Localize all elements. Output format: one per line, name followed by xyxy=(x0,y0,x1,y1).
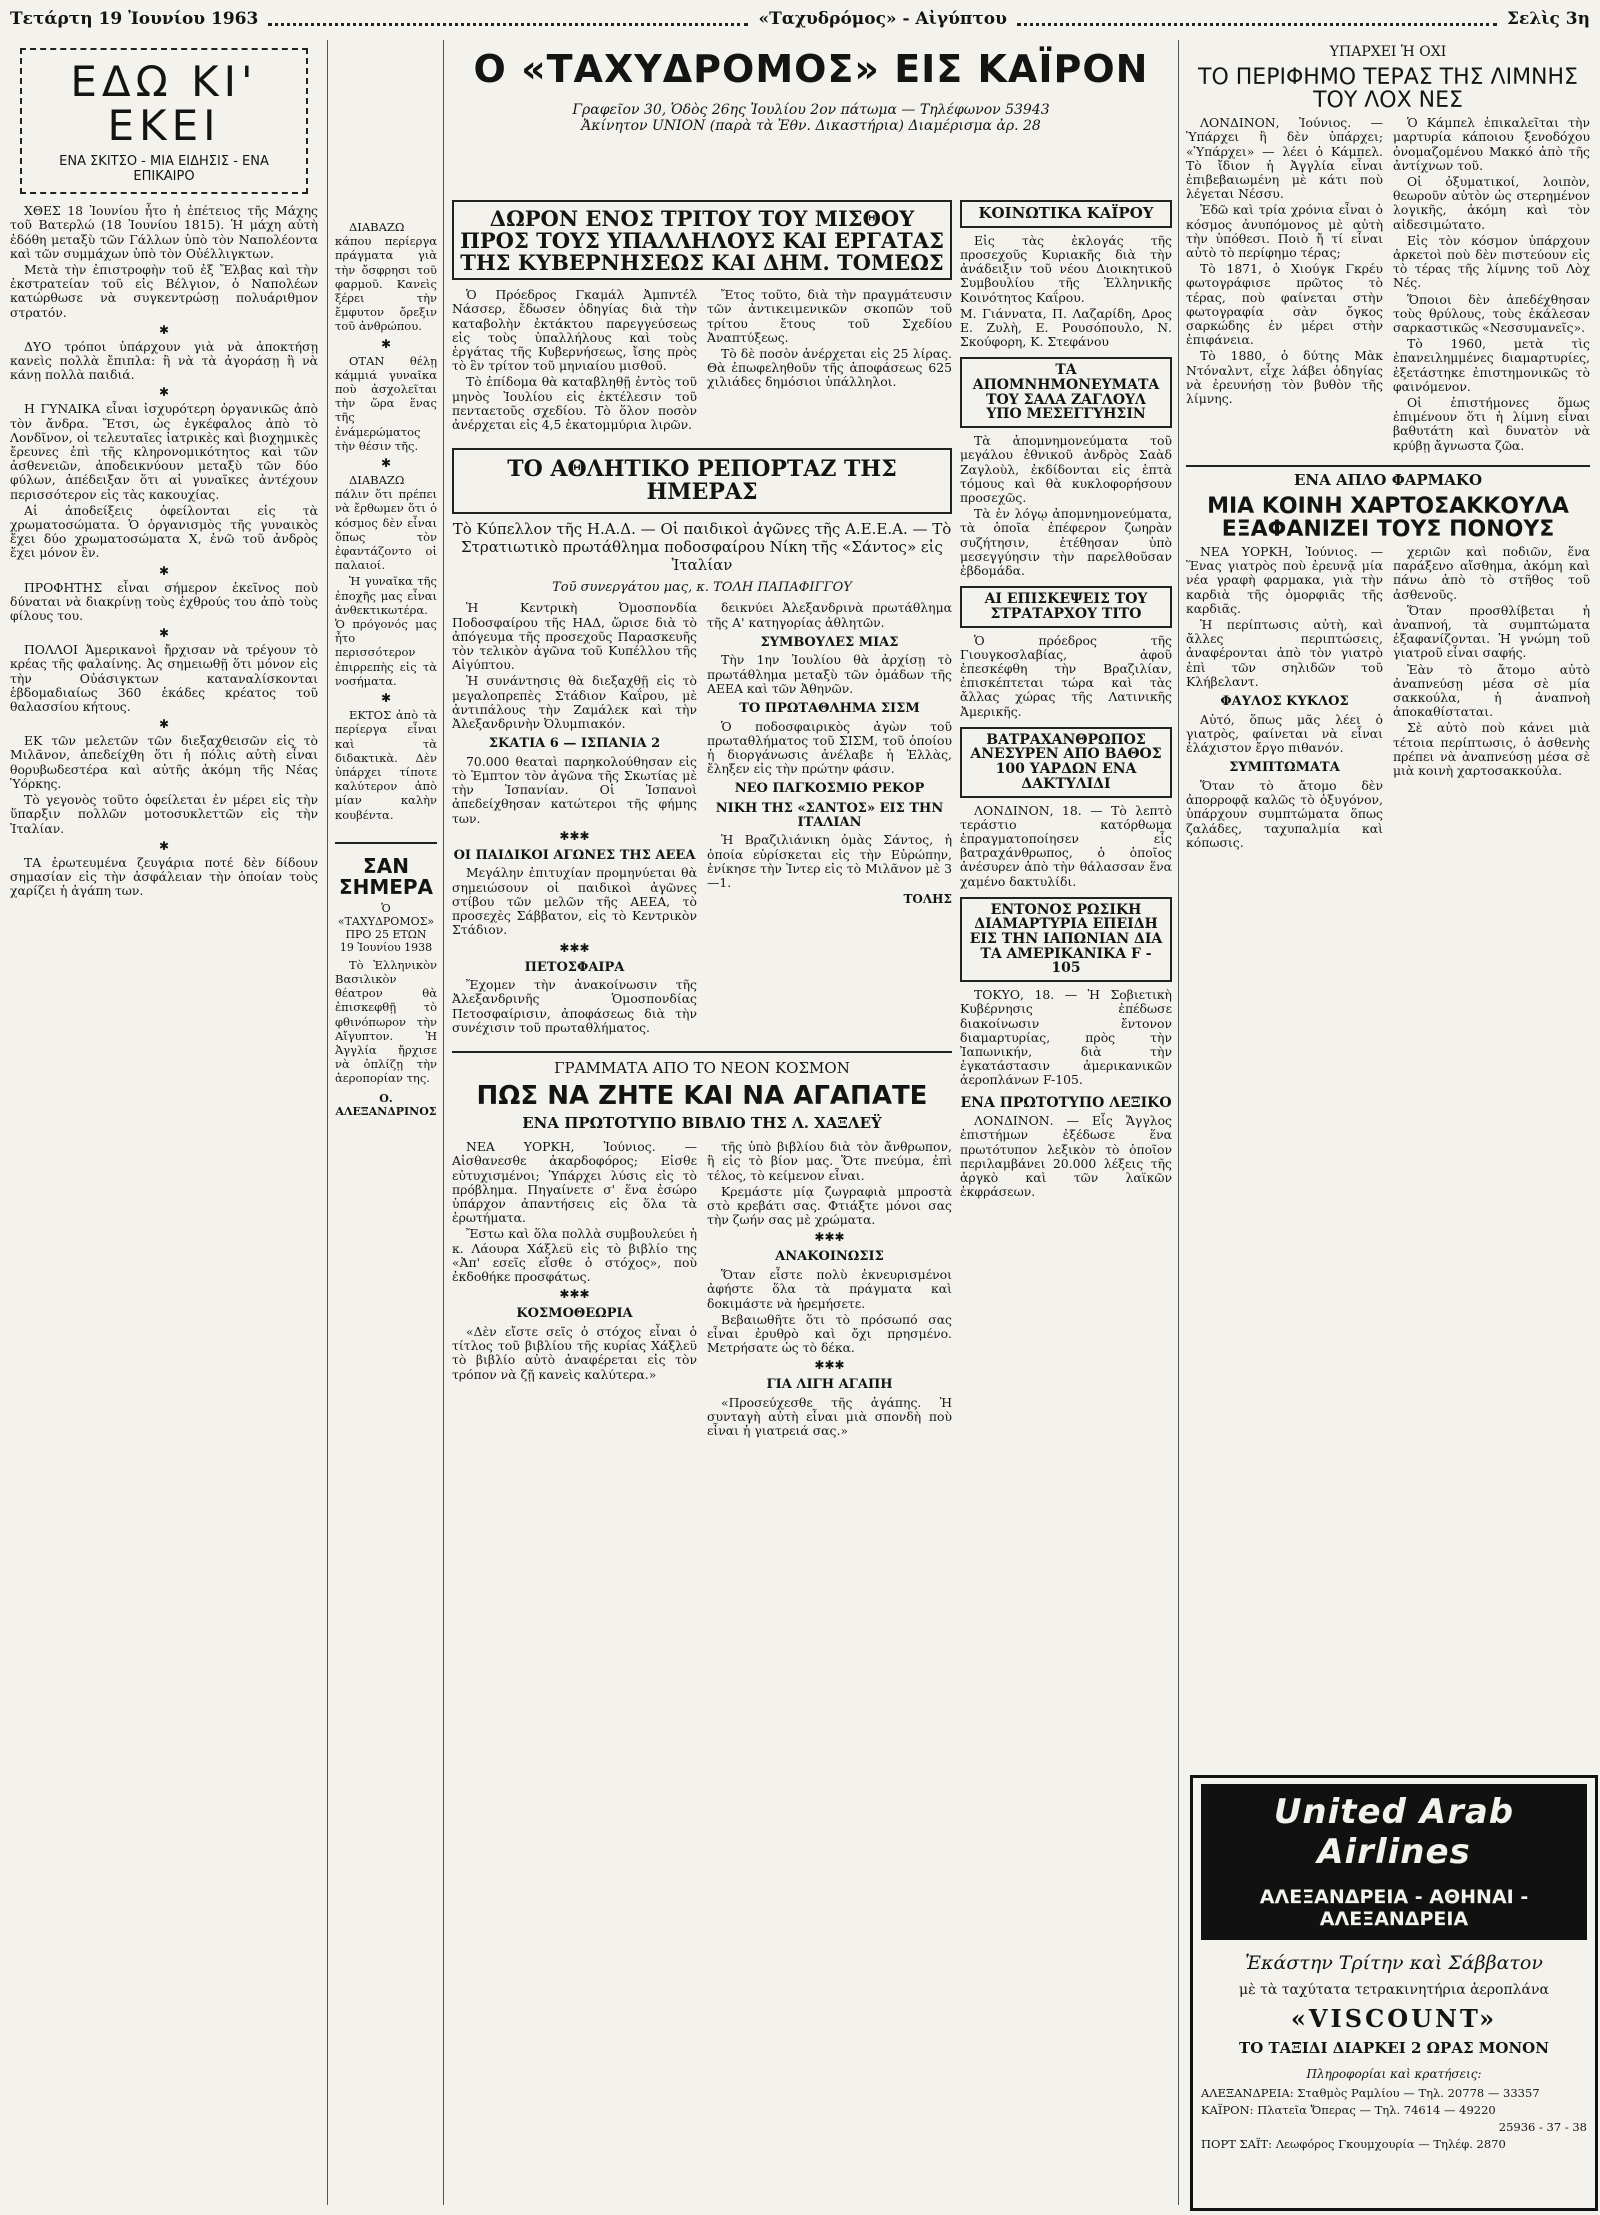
separator-star: ✱ xyxy=(158,717,170,732)
article-paragraph: Τὸ δὲ ποσὸν ἀνέρχεται εἰς 25 λίρας. Θὰ ἐπωφεληθοῦν τῆς ἀποφάσεως 625 χιλιάδες δημόσιοι ὑπάλληλοι. xyxy=(707,345,952,390)
sport-subheadline: Τὸ Κύπελλον τῆς Η.Α.Δ. — Οἱ παιδικοὶ ἀγῶνες τῆς Α.Ε.Ε.Α. — Τὸ Στρατιωτικὸ πρωτάθλημα ποδοσφαίρου Νίκη τῆς «Σάντος» εἰς Ἰταλίαν xyxy=(452,520,952,575)
article-paragraph: Αἱ ἀποδείξεις ὁφείλονται εἰς τὰ χρωματοσώματα. Ὁ ὀργανισμὸς τῆς γυναικὸς ἔχει δύο χρωματοσώματα Χ, ἐνῶ τοῦ ἀνδρὸς ἔχει μόνον ἓν. xyxy=(10,502,318,561)
sport-subhead: ΠΕΤΟΣΦΑΙΡΑ xyxy=(524,959,625,975)
sport-subhead: ΝΕΟ ΠΑΓΚΟΣΜΙΟ ΡΕΚΟΡ xyxy=(734,781,925,797)
remedy-kicker: ΕΝΑ ΑΠΛΟ ΦΑΡΜΑΚΟ xyxy=(1293,470,1483,489)
memoirs-headline-box xyxy=(960,357,1172,428)
airline-duration: ΤΟ ΤΑΞΙΔΙ ΔΙΑΡΚΕΙ 2 ΩΡΑΣ ΜΟΝΟΝ xyxy=(1239,2039,1549,2057)
sport-headline-box xyxy=(452,448,952,514)
column-rule xyxy=(1178,40,1179,2205)
column-5 xyxy=(960,200,1172,2205)
article-paragraph: ΤΑ ἐρωτευμένα ζευγάρια ποτέ δὲν δίδουν σημασίαν εἰς τὴν ἀσφάλειαν τὴν ὁποίαν τοὺς χαρίζει ἡ ἀγάπη των. xyxy=(10,854,318,899)
masthead-paper: «Ταχυδρόμος» - Αἰγύπτου xyxy=(758,9,1007,29)
signature: Ο. ΑΛΕΞΑΝΔΡΙΝΟΣ xyxy=(335,1091,437,1118)
article-paragraph: Ἔστω καὶ ὅλα πολλὰ συμβουλεύει ἡ κ. Λάουρα Χάξλεϋ εἰς τὸ βιβλίο της «Ἀπ' εσεῖς εἴσθε ὁ στόχος», ποὺ ἐκδοθήκε προσφάτως. xyxy=(452,1226,697,1285)
article-paragraph: Τὸ γεγονὸς τοῦτο ὁφείλεται ἐν μέρει εἰς τὴν ὕπαρξιν πολλῶν μοτοσυκλεττῶν εἰς τὴν Ἰταλίαν. xyxy=(10,792,318,836)
separator-star: ✱ xyxy=(380,336,392,351)
article-paragraph: Ἔχομεν τὴν ἀνακοίνωσιν τῆς Ἀλεξανδρινῆς Ὁμοσπονδίας Πετοσφαίρισιν, ἀποφάσεως διὰ τὴν συνέχισιν τοῦ πρωταθλήματος. xyxy=(452,977,697,1035)
article-paragraph: Εἰς τὸν κόσμον ὑπάρχουν ἀρκετοὶ ποὺ δὲν πιστεύουν εἰς τὸ τέρας τῆς λίμνης τοῦ Λὸχ Νές. xyxy=(1393,232,1590,291)
separator-stars: ✱✱✱ xyxy=(814,1230,845,1245)
sport-article xyxy=(452,601,952,1037)
letters-subhead: ΚΟΣΜΟΘΕΩΡΙΑ xyxy=(516,1306,633,1322)
loch-ness-column-right xyxy=(1393,116,1590,455)
letters-subhead: ΑΝΑΚΟΙΝΩΣΙΣ xyxy=(775,1249,884,1265)
article-paragraph: Ὅποιοι δὲν ἀπεδέχθησαν τοὺς θρύλους, τοὺς ἐκάλεσαν σαρκαστικῶς «Νεσσυμανεῖς». xyxy=(1393,291,1590,336)
separator-stars: ✱✱✱ xyxy=(814,1358,845,1373)
loch-ness-kicker: ΥΠΑΡΧΕΙ Ἡ ΟΧΙ xyxy=(1329,44,1447,60)
article-paragraph: Τὸ 1871, ὁ Χιούγκ Γκρέυ φωτογράφισε πρῶτος τὸ τέρας, ποὺ φαίνεται στὴν φωτογραφία σὰν ὄγκος σαρκώδης ἐν μέρει στὴν ἐπιφάνεια. xyxy=(1186,261,1383,348)
article-paragraph: Η ΓΥΝΑΙΚΑ εἶναι ἰσχυρότερη ὀργανικῶς ἀπὸ τὸν ἄνδρα. Ἔτσι, ὡς ἐγκέφαλος ἀπὸ τὸ Λονδῖνον, οἱ τελευταῖες ἰατρικὲς καὶ βιοχημικὲς ἔρευνες ἐπὶ τῆς κληρονομικότητος καὶ τῶν ἀσθενειῶν, ἀποδεικνύουν μεταξὺ τῶν δύο φύλων, ἀπέδειξαν ὅτι αἱ γυναῖκες ἀντέχουν περισσότερον εἰς τὰς κακουχίας. xyxy=(10,401,318,502)
separator-star: ✱ xyxy=(380,456,392,471)
article-paragraph: Τὸ Ἑλληνικὸν Βασιλικὸν θέατρον θὰ ἐπισκεφθῇ τὸ φθινόπωρον τὴν Αἴγυπτον. Ἡ Ἀγγλία ἤρχισε νὰ ὁπλίζῃ τὴν ἀεροπορίαν της. xyxy=(335,957,437,1086)
letters-subtitle: ΕΝΑ ΠΡΩΤΟΤΥΠΟ ΒΙΒΛΙΟ ΤΗΣ Λ. ΧΑΞΛΕΫ xyxy=(522,1114,882,1133)
airline-route: ΑΛΕΞΑΝΔΡΕΙΑ - ΑΘΗΝΑΙ - ΑΛΕΞΑΝΔΡΕΙΑ xyxy=(1201,1880,1587,1940)
article-paragraph: ΤΟΚΥΟ, 18. — Ἡ Σοβιετικὴ Κυβέρνησις ἐπέδωσε διακοίνωσιν ἔντονον διαμαρτυρίας, πρὸς τὴν Ἰαπωνικήν, διὰ τὴν ἐγκατάστασιν ἀμερικανικῶν ἀεροπλάνων F-105. xyxy=(960,987,1172,1088)
tito-headline-box xyxy=(960,586,1172,627)
article-paragraph: Τὰ ἐν λόγῳ ἀπομνημονεύματα, τὰ ὁποῖα ἐπέφερον ζωηρὰν συζήτησιν, ἐτέθησαν ὑπὸ μεσεγγύησιν τὴν παρελθοῦσαν ἑβδομάδα. xyxy=(960,506,1172,578)
airline-advertisement xyxy=(1190,1775,1598,2211)
article-paragraph: ΛΟΝΔΙΝΟΝ. — Εἷς Ἄγγλος ἐπιστήμων ἐξέδωσε ἕνα πρωτότυπον λεξικὸν τὸ ὁποῖον περιλαμβάνει 20.000 λέξεις τῆς ἀργκὸ καὶ τῶν λαϊκῶν ἐκφράσεων. xyxy=(960,1113,1172,1200)
community-headline-box xyxy=(960,200,1172,228)
remedy-body xyxy=(1186,545,1590,852)
separator-stars: ✱✱✱ xyxy=(559,940,590,955)
article-paragraph: Ὁ ποδοσφαιρικὸς ἀγὼν τοῦ πρωταθλήματος τοῦ ΣΙΣΜ, τοῦ ὁποίου ἡ διοργάνωσις ἀνέλαβε ἡ Ἑλλὰς, ἔληξεν εἰς τὴν πρώτην φάσιν. xyxy=(707,718,952,777)
masthead xyxy=(10,6,1590,32)
separator-star: ✱ xyxy=(380,691,392,706)
column-1 xyxy=(10,40,318,2205)
article-paragraph: Σὲ αὐτὸ ποὺ κάνει μιὰ τέτοια περίπτωσις, ὁ ἀσθενὴς πρέπει νὰ ἀναπνεύσῃ μέσα σὲ μιὰ κοινὴ χαρτοσακκούλα. xyxy=(1393,720,1590,779)
section-title: ΕΔΩ ΚΙ' ΕΚΕΙ xyxy=(70,57,258,151)
remedy-subhead: ΦΑΥΛΟΣ ΚΥΚΛΟΣ xyxy=(1220,694,1349,710)
masthead-date: Τετάρτη 19 Ἰουνίου 1963 xyxy=(10,9,259,29)
article-paragraph: ΧΘΕΣ 18 Ἰουνίου ἦτο ἡ ἐπέτειος τῆς Μάχης τοῦ Βατερλώ (18 Ἰουνίου 1815). Ἡ μάχη αὐτὴ ἐδόθη μεταξὺ τῶν Γάλλων ὑπὸ τὸν Ναπολέοντα καὶ τῶν συμμάχων ὑπὸ τὸν Οὐέλλιγκτων. xyxy=(10,203,318,261)
sport-headline: ΤΟ ΑΘΛΗΤΙΚΟ ΡΕΠΟΡΤΑΖ ΤΗΣ ΗΜΕΡΑΣ xyxy=(507,456,897,506)
article-paragraph: Τὸ 1880, ὁ δύτης Μὰκ Ντόναλντ, εἶχε λάβει ὁδηγίας νὰ ἐρευνήσῃ τὸν βυθὸν τῆς λίμνης. xyxy=(1186,348,1383,407)
remedy-headline: ΜΙΑ ΚΟΙΝΗ ΧΑΡΤΟΣΑΚΚΟΥΛΑ ΕΞΑΦΑΝΙΖΕΙ ΤΟΥΣ ΠΟΝΟΥΣ xyxy=(1207,493,1569,542)
gift-article xyxy=(452,288,952,434)
separator-stars: ✱✱✱ xyxy=(559,828,590,843)
anniversary-box xyxy=(335,842,437,1118)
article-paragraph: Ἡ Κεντρικὴ Ὀμοσπονδία Ποδοσφαίρου τῆς ΗΑΔ, ὥρισε διὰ τὸ ἀπόγευμα τῆς προσεχοῦς Παρασκευῆς τὸν τελικὸν ἀγῶνα τοῦ Κυπέλλου τῆς Αἰγύπτου. xyxy=(452,600,697,673)
separator-star: ✱ xyxy=(158,838,170,853)
memoirs-headline: ΤΑ ΑΠΟΜΝΗΜΟΝΕΥΜΑΤΑ ΤΟΥ ΣΑΛΑ ΖΑΓΛΟΥΛ ΥΠΟ ΜΕΣΕΓΓΥΗΣΙΝ xyxy=(972,362,1160,423)
airline-office: ΚΑΪΡΟΝ: Πλατεῖα Ὄπερας — Τηλ. 74614 — 49220 xyxy=(1201,2103,1496,2117)
airline-office: ΠΟΡΤ ΣΑΪΤ: Λεωφόρος Γκουμχουρία — Τηλέφ. 2870 xyxy=(1201,2137,1506,2151)
loch-ness-column-left xyxy=(1186,116,1383,455)
article-paragraph: ΔΙΑΒΑΖΩ κάπου περίεργα πράγματα γιὰ τὴν ὄσφρησι τοῦ φαρμοῦ. Κανεὶς ξέρει τὴν ἔμφυτον ὄρεξιν τοῦ ἀνθρώπου. xyxy=(335,220,437,334)
column-rule xyxy=(443,40,444,2205)
article-paragraph: τῆς ὑπὸ βιβλίου διὰ τὸν ἄνθρωπον, ἢ εἰς τὸ βίον μας. Ὅτε πνεύμα, ἐπὶ τέλος, τὸ κείμενον εἶναι. xyxy=(707,1139,952,1183)
airline-aircraft: «VISCOUNT» xyxy=(1290,2004,1498,2033)
article-paragraph: Αὐτό, ὅπως μᾶς λέει ὁ γιατρὸς, φαίνεται νὰ εἶναι ἐλάχιστον ἔργο πιθανόν. xyxy=(1186,711,1383,756)
article-paragraph: ΝΕΑ ΥΟΡΚΗ, Ἰούνιος. — Αἰσθανεσθε ἀκαρδοφόρος; Εἰσθε εὐτυχισμένοι; Ὑπάρχει λύσις εἰς τὸ πρόβλημα. Πηγαίνετε σ' ἕνα ἐσώρο ὑπάρχον ἀπαντήσεις εἰς ὅλα τὰ ἐρωτήματα. xyxy=(452,1139,697,1226)
column-3 xyxy=(452,200,952,2205)
airline-info: Πληροφορίαι καὶ κρατήσεις: xyxy=(1306,2067,1482,2081)
section-subtitle: ΕΝΑ ΣΚΙΤΣΟ - ΜΙΑ ΕΙΔΗΣΙΣ - ΕΝΑ ΕΠΙΚΑΙΡΟ xyxy=(59,154,269,185)
loch-ness-headline: ΤΟ ΠΕΡΙΦΗΜΟ ΤΕΡΑΣ ΤΗΣ ΛΙΜΝΗΣ ΤΟΥ ΛΟΧ ΝΕΣ xyxy=(1198,65,1578,114)
airline-line1: μὲ τὰ ταχύτατα τετρακινητήρια ἀεροπλάνα xyxy=(1239,1982,1549,1998)
letters-column-left xyxy=(452,1140,697,1440)
letters-article xyxy=(452,1051,952,1441)
column-rule xyxy=(327,40,328,2205)
separator-star: ✱ xyxy=(158,626,170,641)
article-paragraph: «Προσεύχεσθε τῆς ἀγάπης. Ἡ συνταγὴ αὐτὴ εἶναι μιὰ σπονδὴ ποὺ εἶναι ἡ γιατρειά σας.» xyxy=(707,1394,952,1439)
separator-star: ✱ xyxy=(158,385,170,400)
dictionary-headline: ΕΝΑ ΠΡΩΤΟΤΥΠΟ ΛΕΞΙΚΟ xyxy=(960,1094,1172,1111)
article-paragraph: Ἔτος τοῦτο, διὰ τὴν πραγμάτευσιν τῶν ἀντικειμενικῶν σκοπῶν τοῦ τρίτου ἔτους τοῦ Σχεδίου Ἀναπτύξεως. xyxy=(707,287,952,345)
section-box xyxy=(20,48,308,194)
cairo-office: Γραφεῖον 30, Ὁδὸς 26ης Ἰουλίου 2ον πάτωμα — Τηλέφωνον 53943 xyxy=(572,101,1050,118)
article-paragraph: 70.000 θεαταὶ παρηκολούθησαν εἰς τὸ Ἑμπτον τὸν ἀγῶνα τῆς Σκωτίας μὲ τὴν Ἱσπανίαν. Οἱ Ἱσπανοὶ ἀπεδείχθησαν κατώτεροι τῆς φήμης των. xyxy=(452,753,697,826)
remedy-subhead: ΣΥΜΠΤΩΜΑΤΑ xyxy=(1229,760,1340,776)
article-paragraph: ΠΡΟΦΗΤΗΣ εἶναι σήμερον ἐκεῖνος ποὺ δύναται νὰ διακρίνῃ τοὺς ἐχθρούς του ἀπὸ τοὺς φίλους του. xyxy=(10,579,318,624)
diver-headline-box xyxy=(960,727,1172,798)
anniversary-line: Ὁ «ΤΑΧΥΔΡΟΜΟΣ» ΠΡΟ 25 ΕΤΩΝ xyxy=(337,901,435,941)
article-paragraph: Ὅταν τὸ ἄτομο δὲν ἀπορροφᾷ καλῶς τὸ ὀξυγόνον, ὑπάρχουν συμπτώματα ὅπως ζαλάδες, ταχυπαλμία καὶ κόπωσις. xyxy=(1186,777,1383,850)
sport-subhead: ΣΥΜΒΟΥΛΕΣ ΜΙΑΣ xyxy=(760,634,899,650)
separator-star: ✱ xyxy=(158,322,170,337)
article-paragraph: Μετὰ τὴν ἐπιστροφὴν τοῦ ἐξ Ἔλβας καὶ τὴν ἐκστρατείαν τοῦ εἰς Βέλγιον, ὁ Ναπολέων κατώρθωσε νὰ συγκεντρώσῃ πολυάριθμον στρατόν. xyxy=(10,262,318,320)
loch-ness-article xyxy=(1186,116,1590,455)
article-paragraph: χεριῶν καὶ ποδιῶν, ἕνα παράξενο αἴσθημα, ἀκόμη καὶ πάνω ἀπὸ τὸ στῆθος τοῦ ἀσθενοῦς. xyxy=(1393,544,1590,602)
article-paragraph: Βεβαιωθῆτε ὅτι τὸ πρόσωπό σας εἶναι ἐρυθρὸ καὶ ὄχι πρησμένο. Μετρήσατε ὡς τὸ δέκα. xyxy=(707,1311,952,1356)
masthead-dots-left xyxy=(268,13,748,26)
sport-column-right xyxy=(707,601,952,1037)
signature: ΤΟΛΗΣ xyxy=(903,892,952,907)
article-paragraph: Τὸ ἐπίδομα θὰ καταβληθῇ ἐντὸς τοῦ μηνὸς Ἰουλίου εἰς ἐκτέλεσιν τοῦ πενταετοῦς σχεδίου. Τὸ ὅλον ποσὸν ἀνέρχεται εἰς 4,5 ἑκατομμύρια λιρῶν. xyxy=(452,374,697,432)
article-paragraph: Μεγάλην ἐπιτυχίαν προμηνύεται θὰ σημειώσουν οἱ παιδικοὶ ἀγῶνες στίβου τῶν μελῶν τῆς ΑΕΕΑ, τὸ προσεχὲς Σάββατον, εἰς τὸ Κεντρικὸν Στάδιον. xyxy=(452,865,697,938)
article-paragraph: ΛΟΝΔΙΝΟΝ, 18. — Τὸ λεπτὸ τεράστιο κατόρθωμα ἐπραγματοποίησεν εἷς βατραχάνθρωπος, ὁ ὁποῖος ἀνέσυρεν ἀπὸ τὴν θάλασσαν ἕνα χαμένο δακτυλίδι. xyxy=(960,802,1172,889)
remedy-column-right xyxy=(1393,545,1590,852)
article-paragraph: Τὸ 1960, μετὰ τὶς ἐπανειλημμένες διαμαρτυρίες, ἐξετάστηκε ἐπιστημονικῶς τὸ φαινόμενον. xyxy=(1393,336,1590,394)
article-paragraph: ΔΥΟ τρόποι ὑπάρχουν γιὰ νὰ ἀποκτήσῃ κανεὶς πολλὰ ἔπιπλα: ἢ νὰ τὰ ἀγοράσῃ ἢ νὰ κάνῃ πολλὰ παιδιά. xyxy=(10,338,318,383)
airline-days: Ἑκάστην Τρίτην καὶ Σάββατον xyxy=(1245,1952,1543,1974)
article-paragraph: Τὰ ἀπομνημονεύματα τοῦ μεγάλου ἐθνικοῦ ἀνδρὸς Σαὰδ Ζαγλοὺλ, ἐκδίδονται εἰς ἑπτὰ τόμους καὶ θὰ κυκλοφορήσουν προσεχῶς. xyxy=(960,433,1172,505)
article-paragraph: Ἡ Βραζιλιάνικη ὁμὰς Σάντος, ἡ ὁποία εὑρίσκεται εἰς τὴν Εὐρώπην, ἐνίκησε τὴν Ἰντερ εἰς τὸ Μιλᾶνον μὲ 3—1. xyxy=(707,832,952,890)
anniversary-date: 19 Ἰουνίου 1938 xyxy=(339,940,433,954)
article-paragraph: Ἡ συνάντησις θὰ διεξαχθῇ εἰς τὸ μεγαλοπρεπὲς Στάδιον Καΐρου, μὲ ἀντιπάλους τὴν Ζαμάλεκ καὶ τὴν Ἀλεξανδρινὴν Ὀλυμπιακόν. xyxy=(452,673,697,731)
article-paragraph: Ὅταν προσθλίβεται ἡ ἀναπνοή, τὰ συμπτώματα ἐξαφανίζονται. Ἡ γνώμη τοῦ γιατροῦ εἶναι σαφής. xyxy=(1393,602,1590,661)
article-paragraph: Ὅταν εἶστε πολὺ ἐκνευρισμένοι ἀφήστε ὅλα τὰ πράγματα καὶ δοκιμάστε νὰ ἡρεμήσετε. xyxy=(707,1267,952,1311)
article-paragraph: Εἰς τὰς ἐκλογάς τῆς προσεχοῦς Κυριακῆς διὰ τὴν ἀνάδειξιν τοῦ νέου Διοικητικοῦ Συμβουλίου τῆς Ἑλληνικῆς Κοινότητος Καΐρου. xyxy=(960,232,1172,305)
article-paragraph: Οἱ ἐπιστήμονες ὅμως ἐπιμένουν ὅτι ἡ λίμνη εἶναι βαθυτάτη καὶ δυνατὸν νὰ κρύβῃ ἄγνωστα ζῶα. xyxy=(1393,395,1590,453)
letters-body xyxy=(452,1140,952,1440)
article-paragraph: ΕΚΤΟΣ ἀπὸ τὰ περίεργα εἶναι καὶ τὰ διδακτικὰ. Δὲν ὑπάρχει τίποτε καλύτερον ἀπὸ μίαν καλὴν κουβέντα. xyxy=(335,708,437,822)
masthead-page: Σελὶς 3η xyxy=(1507,9,1590,29)
anniversary-title: ΣΑΝ ΣΗΜΕΡΑ xyxy=(338,853,434,899)
remedy-column-left xyxy=(1186,545,1383,852)
cairo-building: Ἀκίνητον UNION (παρὰ τὰ Ἐθν. Δικαστήρια) Διαμέρισμα ἀρ. 28 xyxy=(581,117,1041,134)
sport-subhead: ΟΙ ΠΑΙΔΙΚΟΙ ΑΓΩΝΕΣ ΤΗΣ ΑΕΕΑ xyxy=(453,847,696,863)
protest-headline: ΕΝΤΟΝΟΣ ΡΩΣΙΚΗ ΔΙΑΜΑΡΤΥΡΙΑ ΕΠΕΙΔΗ ΕΙΣ ΤΗΝ ΙΑΠΩΝΙΑΝ ΔΙΑ ΤΑ ΑΜΕΡΙΚΑΝΙΚΑ F - 105 xyxy=(969,901,1163,977)
article-paragraph: Ὁ Κάμπελ ἐπικαλεῖται τὴν μαρτυρία κάποιου ξενοδόχου ὀνομαζομένου Μακκό ἀπὸ τῆς ἀντίχνων τοῦ. xyxy=(1393,115,1590,173)
article-paragraph: Οἱ ὀξυματικοί, λοιπὸν, θεωροῦν αὐτὸν ὡς στερημένον λογικῆς, ἀκόμη καὶ τὸν αἰδεσιμώτατο. xyxy=(1393,174,1590,232)
gift-column-right xyxy=(707,288,952,434)
letters-column-right xyxy=(707,1140,952,1440)
article-paragraph: Ἐὰν τὸ ἄτομο αὐτὸ ἀναπνεύσῃ μέσα σὲ μία σακκούλα, ἡ ἀναπνοὴ ἀποκαθίσταται. xyxy=(1393,661,1590,720)
community-headline: ΚΟΙΝΩΤΙΚΑ ΚΑΪΡΟΥ xyxy=(978,204,1154,222)
article-paragraph: ΔΙΑΒΑΖΩ πάλιν ὅτι πρέπει νὰ ἔρθωμεν ὅτι ὁ κόσμος δὲν εἶναι ὅπως τὸν ἐφαντάζοντο οἱ παλαιοί. xyxy=(335,473,437,573)
separator-stars: ✱✱✱ xyxy=(559,1287,590,1302)
gift-headline: ΔΩΡΟΝ ΕΝΟΣ ΤΡΙΤΟΥ ΤΟΥ ΜΙΣΘΟΥ ΠΡΟΣ ΤΟΥΣ ΥΠΑΛΛΗΛΟΥΣ ΚΑΙ ΕΡΓΑΤΑΣ ΤΗΣ ΚΥΒΕΡΝΗΣΕΩΣ ΚΑΙ ΔΗΜ. ΤΟΜΕΩΣ xyxy=(460,206,944,276)
article-paragraph: Κρεμάστε μίᾳ ζωγραφιὰ μπροστὰ στὸ κρεβάτι σας. Φτιάξτε μόνοι σας τὴν ζωήν σας μὲ χρώματα. xyxy=(707,1183,952,1228)
sport-subhead: ΝΙΚΗ ΤΗΣ «ΣΑΝΤΟΣ» ΕΙΣ ΤΗΝ ΙΤΑΛΙΑΝ xyxy=(715,801,944,830)
article-paragraph: δεικνύει Ἀλεξανδρινὰ πρωτάθλημα τῆς Α' κατηγορίας ἀθλητῶν. xyxy=(707,600,952,630)
article-paragraph: Τὴν 1ην Ἰουλίου θὰ ἀρχίσῃ τὸ πρωτάθλημα μεταξὺ τῶν ὁμάδων τῆς ΑΕΕΑ καὶ τῶν Ἀθηνῶν. xyxy=(707,652,952,696)
article-paragraph: Ἡ γυναῖκα τῆς ἐποχῆς μας εἶναι ἀνθεκτικωτέρα. Ὁ πρόγονός μας ἦτο περισσότερον ἐπιρρεπὴς εἰς τὰ νοσήματα. xyxy=(335,574,437,688)
article-paragraph: ΕΚ τῶν μελετῶν τῶν διεξαχθεισῶν εἰς τὸ Μιλᾶνον, ἀπεδείχθη ὅτι ἡ πόλις αὐτὴ εἶναι θορυβωδεστέρα καὶ αὐτῆς ἀκόμη τῆς Νέας Ὑόρκης. xyxy=(10,733,318,791)
protest-headline-box xyxy=(960,897,1172,982)
sport-column-left xyxy=(452,601,697,1037)
airline-offices xyxy=(1201,2085,1587,2153)
masthead-dots-right xyxy=(1017,13,1497,26)
cairo-title: Ο «ΤΑΧΥΔΡΟΜΟΣ» ΕΙΣ ΚΑΪΡΟΝ xyxy=(473,47,1149,91)
column-2 xyxy=(335,40,437,2205)
letters-subhead: ΓΙΑ ΛΙΓΗ ΑΓΑΠΗ xyxy=(766,1377,893,1393)
gift-column-left xyxy=(452,288,697,434)
article-paragraph: Ἐδῶ καὶ τρία χρόνια εἶναι ὁ κόσμος ἀνυπόμονος μὲ αὐτὴ τὴν ὑπόθεσι. Ποιὸ ἤ τί εἶναι αὐτὸ τὸ περίφημο τέρας; xyxy=(1186,202,1383,261)
article-paragraph: ΝΕΑ ΥΟΡΚΗ, Ἰούνιος. — Ἕνας γιατρὸς ποὺ ἐρευνᾷ μία νέα γραφὴ φαρμακα, γιὰ τὴν καρδιὰ τῆς ὁμορφιᾶς τῆς καρδιᾶς. xyxy=(1186,544,1383,616)
article-paragraph: ΠΟΛΛΟΙ Ἀμερικανοὶ ἤρχισαν νὰ τρέγουν τὸ κρέας τῆς φαλαίνης. Ἀς σημειωθῇ ὅτι μόνον εἰς τὴν Οὐάσιγκτων καταναλίσκονται ἑβδομαδιαίως 360 ἑκάδες κρέατος τοῦ θαλασσίου κήτους. xyxy=(10,642,318,715)
tito-headline: ΑΙ ΕΠΙΣΚΕΨΕΙΣ ΤΟΥ ΣΤΡΑΤΑΡΧΟΥ ΤΙΤΟ xyxy=(984,591,1148,622)
sport-subhead: ΣΚΑΤΙΑ 6 — ΙΣΠΑΝΙΑ 2 xyxy=(488,736,661,752)
article-paragraph: ΟΤΑΝ θέλῃ κάμμιά γυναῖκα ποὺ ἀσχολεῖται τὴν ὥρα ἕνας τῆς ἐνάμερώματος τὴν θέσιν τῆς. xyxy=(335,353,437,453)
sport-subhead: ΤΟ ΠΡΩΤΑΘΛΗΜΑ ΣΙΣΜ xyxy=(739,701,920,717)
diver-headline: ΒΑΤΡΑΧΑΝΘΡΩΠΟΣ ΑΝΕΣΥΡΕΝ ΑΠΟ ΒΑΘΟΣ 100 ΥΑΡΔΩΝ ΕΝΑ ΔΑΚΤΥΛΙΔΙ xyxy=(970,731,1162,792)
letters-title: ΠΩΣ ΝΑ ΖΗΤΕ ΚΑΙ ΝΑ ΑΓΑΠΑΤΕ xyxy=(476,1080,928,1111)
article-paragraph: «Δὲν εἴστε σεῖς ὁ στόχος εἶναι ὁ τίτλος τοῦ βιβλίου τῆς κυρίας Χάξλεϋ τὸ βιβλίο αὐτὸ ἀναφέρεται εἰς τὸν τρόπον νὰ ζῇ κανεὶς καλύτερα.» xyxy=(452,1323,697,1382)
sport-byline: Τοῦ συνεργάτου μας, κ. ΤΟΛΗ ΠΑΠΑΦΙΓΓΟΥ xyxy=(552,580,852,596)
article-paragraph: Ἡ περίπτωσις αὐτὴ, καὶ ἄλλες περιπτώσεις, ἀναφέρονται ἀπὸ τὸν γιατρὸ ἐπὶ τῶν σηλιδῶν τοῦ Κλήβελαντ. xyxy=(1186,617,1383,689)
airline-phone: 25936 - 37 - 38 xyxy=(1498,2120,1587,2134)
airline-office: ΑΛΕΞΑΝΔΡΕΙΑ: Σταθμὸς Ραμλίου — Τηλ. 20778 — 33357 xyxy=(1201,2086,1540,2100)
airline-brand: United Arab Airlines xyxy=(1201,1784,1587,1880)
article-paragraph: Ὁ Πρόεδρος Γκαμάλ Ἀμπντέλ Νάσσερ, ἔδωσεν ὁδηγίας διὰ τὴν καταβολὴν ἐκτάκτου παρεγγεύσεως εἰς τοὺς ὑπαλλήλους καὶ τοὺς ἐργάτας τῆς Κυβερνήσεως, ἴσης πρὸς τὸ ἓν τρίτον τοῦ μηνιαίου μισθοῦ. xyxy=(452,287,697,374)
article-paragraph: Ὁ πρόεδρος τῆς Γιουγκοσλαβίας, ἀφοῦ ἐπεσκέφθη τὴν Βραζιλίαν, ἐπισκέπτεται τώρα καὶ τὰς ἄλλας χώρας τῆς Λατινικῆς Ἀμερικῆς. xyxy=(960,632,1172,719)
gift-headline-box xyxy=(452,200,952,280)
article-paragraph: ΛΟΝΔΙΝΟΝ, Ἰούνιος. — Ὑπάρχει ἢ δὲν ὑπάρχει; «Ὑπάρχει» — λέει ὁ Κάμπελ. Τὸ ἴδιον ἡ Ἀγγλία εἶναι ἐπιβεβαιωμένη μὲ κάτι ποὺ λέγεται Νέσσυ. xyxy=(1186,115,1383,202)
remedy-article xyxy=(1186,465,1590,852)
name-list: Μ. Γιάννατα, Π. Λαζαρίδη, Δρος Ε. Ζυλὴ, Ε. Ρουσόπουλο, Ν. Σκούφορη, Κ. Στεφάνου xyxy=(960,305,1172,350)
separator-star: ✱ xyxy=(158,563,170,578)
letters-kicker: ΓΡΑΜΜΑΤΑ ΑΠΟ ΤΟ ΝΕΟΝ ΚΟΣΜΟΝ xyxy=(554,1058,850,1077)
